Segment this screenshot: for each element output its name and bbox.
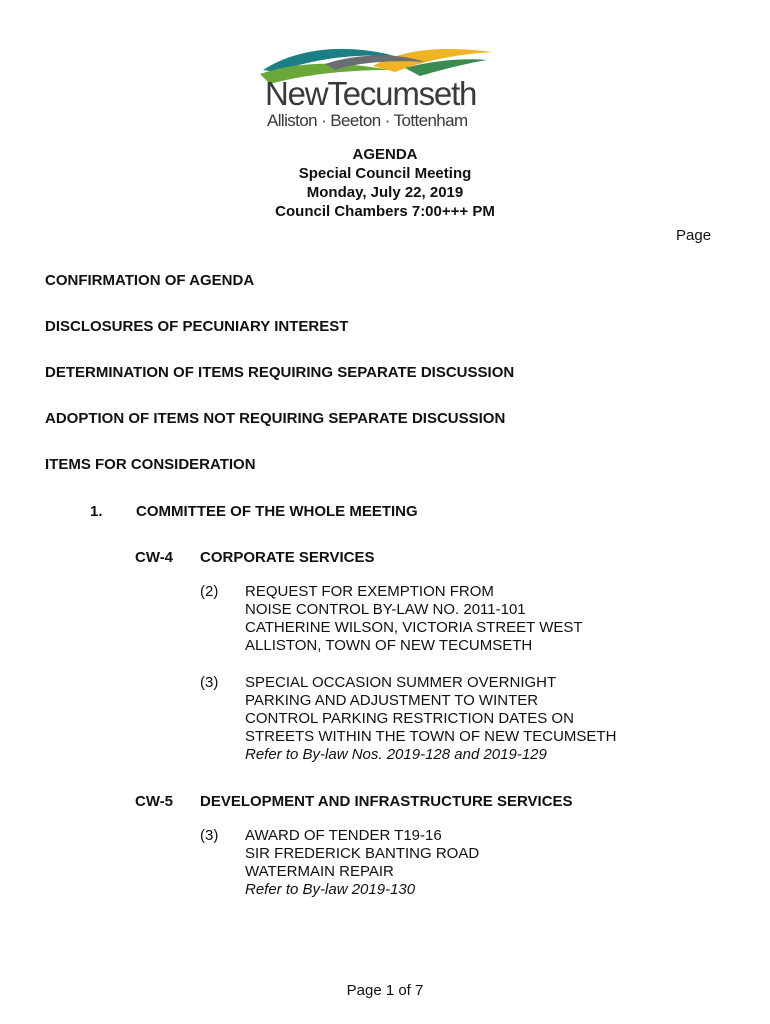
text-line: STREETS WITHIN THE TOWN OF NEW TECUMSETH — [245, 728, 617, 745]
cw4-item-3-number: (3) — [200, 674, 219, 691]
new-tecumseth-logo — [255, 40, 515, 135]
cw4-item-3-text — [245, 674, 616, 764]
item-title: COMMITTEE OF THE WHOLE MEETING — [136, 503, 418, 520]
cw5-item-3-text — [245, 827, 479, 899]
bylaw-reference: Refer to By-law Nos. 2019-128 and 2019-129 — [245, 746, 547, 763]
text-line: ALLISTON, TOWN OF NEW TECUMSETH — [245, 637, 533, 654]
cw4-code: CW-4 — [135, 549, 174, 566]
text-line: PARKING AND ADJUSTMENT TO WINTER — [245, 692, 539, 709]
text-line: REQUEST FOR EXEMPTION FROM — [245, 583, 494, 600]
section-confirmation-of-agenda: CONFIRMATION OF AGENDA — [45, 272, 255, 289]
text-line: AWARD OF TENDER T19-16 — [245, 827, 442, 844]
section-adoption: ADOPTION OF ITEMS NOT REQUIRING SEPARATE DISCUSSION — [45, 410, 506, 427]
meeting-type: Special Council Meeting — [298, 165, 472, 182]
section-items-for-consideration: ITEMS FOR CONSIDERATION — [45, 456, 256, 473]
cw5-title: DEVELOPMENT AND INFRASTRUCTURE SERVICES — [200, 793, 573, 810]
cw5-code: CW-5 — [135, 793, 174, 810]
page-column-label: Page — [676, 227, 712, 244]
section-disclosures: DISCLOSURES OF PECUNIARY INTEREST — [45, 318, 349, 335]
text-line: CATHERINE WILSON, VICTORIA STREET WEST — [245, 619, 583, 636]
agenda-heading: AGENDA — [352, 146, 418, 163]
logo-subtitle-text: Alliston · Beeton · Tottenham — [267, 111, 468, 130]
logo-swoosh-graphic — [255, 40, 515, 135]
logo-name-text: NewTecumseth — [265, 75, 477, 112]
item-number: 1. — [90, 503, 103, 520]
section-determination: DETERMINATION OF ITEMS REQUIRING SEPARATE DISCUSSION — [45, 364, 515, 381]
meeting-date: Monday, July 22, 2019 — [306, 184, 464, 201]
bylaw-reference: Refer to By-law 2019-130 — [245, 881, 416, 898]
text-line: NOISE CONTROL BY-LAW NO. 2011-101 — [245, 601, 526, 618]
cw4-title: CORPORATE SERVICES — [200, 549, 375, 566]
text-line: CONTROL PARKING RESTRICTION DATES ON — [245, 710, 574, 727]
text-line: SPECIAL OCCASION SUMMER OVERNIGHT — [245, 674, 557, 691]
cw4-item-2-number: (2) — [200, 583, 219, 600]
text-line: SIR FREDERICK BANTING ROAD — [245, 845, 480, 862]
page-number-footer: Page 1 of 7 — [346, 982, 424, 999]
cw4-item-2-text — [245, 583, 583, 655]
cw5-item-3-number: (3) — [200, 827, 219, 844]
meeting-location-time: Council Chambers 7:00+++ PM — [275, 203, 495, 220]
text-line: WATERMAIN REPAIR — [245, 863, 394, 880]
